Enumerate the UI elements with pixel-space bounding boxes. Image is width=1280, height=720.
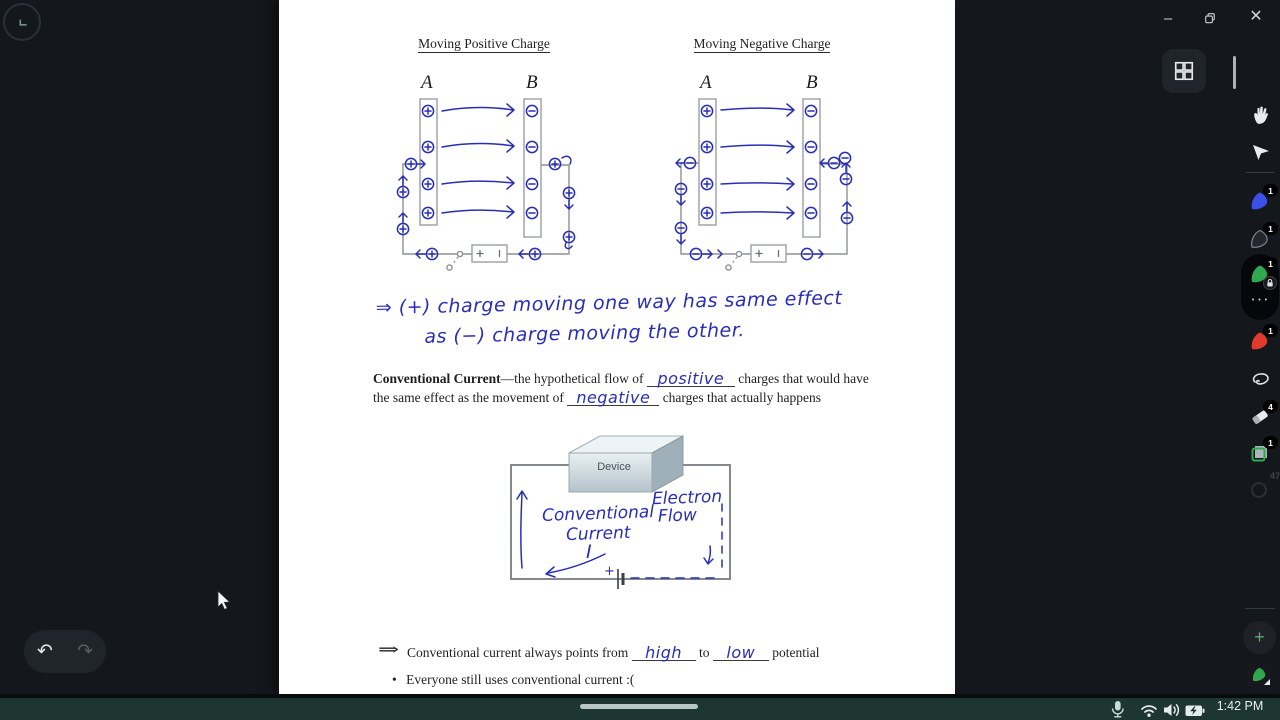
battery bbox=[472, 245, 507, 262]
definition-term: Conventional Current bbox=[373, 371, 501, 386]
handwritten-negative: negative bbox=[576, 388, 651, 407]
toolbar-divider bbox=[1246, 172, 1274, 173]
conclusion-line bbox=[407, 644, 819, 661]
undo-button[interactable]: ↶ bbox=[37, 641, 53, 662]
stamp-tool[interactable] bbox=[1248, 471, 1280, 501]
current-symbol: I bbox=[586, 541, 592, 563]
definition-line1-pre: —the hypothetical flow of bbox=[500, 371, 644, 386]
blank-underline bbox=[632, 645, 696, 661]
handwritten-low: low bbox=[726, 643, 756, 662]
battery-charging-icon[interactable] bbox=[1184, 700, 1206, 720]
undo-redo-pill bbox=[24, 630, 106, 673]
tool-badge: 4 bbox=[1263, 400, 1278, 413]
more-tools-button[interactable] bbox=[1245, 297, 1275, 304]
tool-badge: 1 bbox=[1263, 184, 1278, 197]
pen-tool-red[interactable] bbox=[1248, 325, 1273, 353]
pan-tool[interactable] bbox=[1250, 103, 1274, 127]
scrollbar-thumb[interactable] bbox=[1233, 56, 1236, 89]
circle-stamp-icon bbox=[1248, 477, 1272, 501]
add-tool-button[interactable] bbox=[1243, 621, 1276, 654]
plate-b-label-negative: B bbox=[806, 72, 818, 93]
conclusion-mid: to bbox=[698, 645, 710, 660]
clock[interactable]: 1:42 PM bbox=[1216, 699, 1264, 713]
definition-line2-post: charges that actually happens bbox=[662, 390, 822, 405]
blank-underline bbox=[567, 390, 659, 406]
plus-icon: + bbox=[1254, 627, 1265, 647]
electron-label-line1: Electron bbox=[651, 486, 723, 510]
microphone-icon[interactable] bbox=[1106, 698, 1128, 720]
lock-icon bbox=[1263, 276, 1277, 290]
note-line1: ⇒ (+) charge moving one way has same effect bbox=[375, 287, 843, 319]
plate-a-label-negative: A bbox=[700, 72, 712, 93]
active-pen-preview-button[interactable] bbox=[1243, 658, 1276, 691]
figure-title-negative: Moving Negative Charge bbox=[693, 36, 831, 51]
cursor-icon bbox=[1250, 141, 1272, 163]
taskbar-handle[interactable] bbox=[580, 704, 698, 709]
lasso-icon bbox=[1249, 368, 1272, 391]
shape-tool-green[interactable] bbox=[1248, 437, 1273, 465]
bullet-text: Everyone still uses conventional current :( bbox=[406, 672, 635, 687]
pen-tool-blue[interactable] bbox=[1248, 185, 1273, 213]
select-tool[interactable] bbox=[1250, 141, 1274, 165]
lasso-tool[interactable] bbox=[1249, 368, 1273, 392]
restore-button[interactable] bbox=[1198, 6, 1222, 30]
definition-paragraph bbox=[373, 370, 869, 406]
implies-arrow: ⇒ bbox=[378, 640, 400, 659]
caret-icon bbox=[1263, 678, 1271, 686]
note-line2: as (−) charge moving the other. bbox=[424, 319, 746, 348]
mouse-cursor bbox=[217, 590, 231, 611]
handwritten-positive: positive bbox=[657, 369, 725, 388]
tool-badge: 1 bbox=[1263, 436, 1278, 449]
circuit-figure-negative bbox=[662, 96, 874, 274]
minimize-button[interactable]: – bbox=[1163, 9, 1173, 27]
tool-badge: 47 bbox=[1269, 471, 1280, 481]
tool-badge: 1 bbox=[1263, 324, 1278, 337]
pen-tool-black[interactable] bbox=[1248, 223, 1273, 251]
plate-charges bbox=[701, 105, 816, 218]
wifi-icon[interactable] bbox=[1138, 699, 1160, 720]
close-button[interactable]: ✕ bbox=[1249, 8, 1263, 25]
grid-icon bbox=[1173, 60, 1195, 82]
handwritten-note bbox=[375, 283, 843, 353]
plate-b bbox=[803, 99, 820, 237]
redo-button[interactable]: ↷ bbox=[77, 641, 93, 662]
definition-line2-pre: the same effect as the movement of bbox=[373, 390, 564, 405]
figure-title-positive: Moving Positive Charge bbox=[418, 36, 550, 51]
battery bbox=[751, 245, 786, 262]
document-page[interactable] bbox=[279, 0, 955, 694]
ellipsis-icon: • • • bbox=[1251, 297, 1269, 304]
bullet-marker: • bbox=[392, 672, 397, 687]
pages-overview-button[interactable] bbox=[1162, 49, 1206, 93]
plate-a-label-positive: A bbox=[421, 72, 433, 93]
bullet-line bbox=[392, 671, 634, 688]
collapse-toolbar-button[interactable] bbox=[3, 3, 41, 41]
blank-underline bbox=[647, 371, 735, 387]
pen-tool-green-selected[interactable] bbox=[1248, 258, 1273, 286]
corner-return-icon bbox=[14, 14, 30, 30]
definition-line1-post: charges that would have bbox=[738, 371, 869, 386]
electron-label-line2: Flow bbox=[657, 505, 698, 527]
conventional-label-line1: Conventional bbox=[541, 502, 655, 526]
eraser-tool[interactable] bbox=[1248, 401, 1273, 429]
field-arrows bbox=[442, 104, 514, 218]
conclusion-post: potential bbox=[772, 645, 820, 660]
hand-icon bbox=[1250, 103, 1272, 125]
tool-badge: 1 bbox=[1263, 257, 1278, 270]
restore-icon bbox=[1203, 11, 1217, 25]
toolbar-divider bbox=[1245, 608, 1275, 609]
conventional-label-line2: Current bbox=[565, 522, 631, 546]
field-arrows bbox=[721, 104, 794, 219]
volume-icon[interactable] bbox=[1161, 699, 1183, 720]
plate-charges bbox=[422, 105, 537, 218]
blank-underline bbox=[713, 645, 769, 661]
tool-badge: 1 bbox=[1263, 222, 1278, 235]
plate-b-label-positive: B bbox=[526, 72, 538, 93]
handwritten-high: high bbox=[645, 643, 683, 662]
plate-a bbox=[699, 99, 716, 225]
device-label: Device bbox=[597, 461, 631, 473]
plate-b bbox=[524, 99, 541, 237]
battery-plus-label: + bbox=[604, 564, 615, 579]
conclusion-pre: Conventional current always points from bbox=[407, 645, 629, 660]
circuit-figure-positive bbox=[383, 96, 595, 274]
